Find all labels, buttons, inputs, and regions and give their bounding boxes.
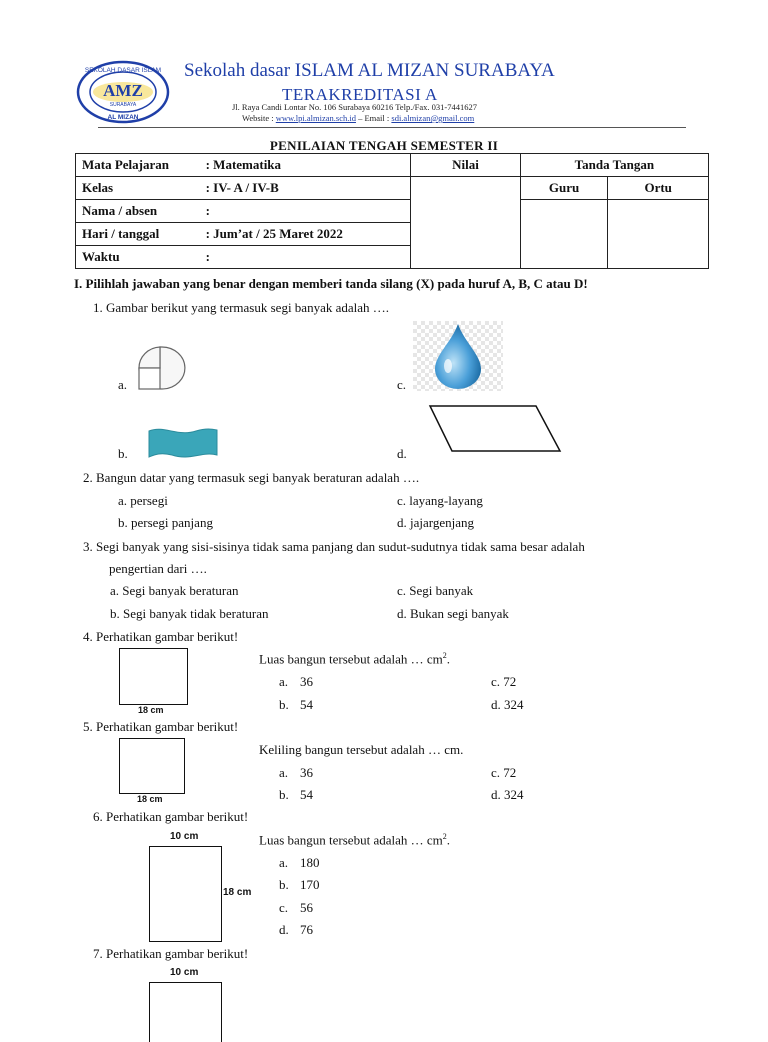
mapel-label: Mata Pelajaran xyxy=(76,154,200,177)
q3-option-b[interactable]: b. Segi banyak tidak beraturan xyxy=(110,606,269,621)
q1-option-a[interactable]: a. xyxy=(118,377,128,392)
q4-option-a[interactable]: 36 xyxy=(300,674,313,689)
q4-text: 4. Perhatikan gambar berikut! xyxy=(83,629,239,644)
q4-square-shape xyxy=(119,648,188,705)
logo-ring-top: SEKOLAH DASAR ISLAM xyxy=(84,67,162,74)
q5-option-a[interactable]: 36 xyxy=(300,765,313,780)
q5-dimension-label: 18 cm xyxy=(137,794,163,804)
q1-shape-a xyxy=(136,345,188,391)
q2-text: 2. Bangun datar yang termasuk segi banyak beraturan adalah …. xyxy=(83,470,420,485)
guru-header: Guru xyxy=(520,177,608,200)
q2-option-b[interactable]: b. persegi panjang xyxy=(118,515,213,530)
q3-option-a[interactable]: a. Segi banyak beraturan xyxy=(110,583,239,598)
q6-question xyxy=(259,832,450,848)
school-name: Sekolah dasar ISLAM AL MIZAN SURABAYA xyxy=(184,60,555,81)
hari-value: : Jum’at / 25 Maret 2022 xyxy=(200,223,411,246)
q6-option-d-letter[interactable]: d. xyxy=(279,922,289,937)
q6-option-b-letter[interactable]: b. xyxy=(279,877,289,892)
ortu-signature-box[interactable] xyxy=(608,200,709,269)
q7-dimension-top: 10 cm xyxy=(170,967,199,978)
waktu-value[interactable]: : xyxy=(200,246,411,269)
guru-signature-box[interactable] xyxy=(520,200,608,269)
q4-question xyxy=(259,651,450,667)
q4-dimension-label: 18 cm xyxy=(138,705,164,715)
parallelogram-shape xyxy=(424,404,564,454)
q1-option-b[interactable]: b. xyxy=(118,446,128,461)
q7-text: 7. Perhatikan gambar berikut! xyxy=(93,946,249,961)
q6-question-sup: 2 xyxy=(442,832,447,841)
q6-option-c-letter[interactable]: c. xyxy=(279,900,289,915)
header-divider xyxy=(98,127,686,128)
hari-label: Hari / tanggal xyxy=(76,223,200,246)
q1-option-d[interactable]: d. xyxy=(397,446,407,461)
q6-rectangle-shape xyxy=(149,846,222,942)
mapel-value: : Matematika xyxy=(200,154,411,177)
q6-option-b[interactable]: 170 xyxy=(300,877,320,892)
q4-option-d[interactable]: d. 324 xyxy=(491,697,524,712)
q6-option-a-letter[interactable]: a. xyxy=(279,855,289,870)
nama-value[interactable]: : xyxy=(200,200,411,223)
q5-text: 5. Perhatikan gambar berikut! xyxy=(83,719,239,734)
tanda-tangan-header: Tanda Tangan xyxy=(520,154,708,177)
logo-text: AMZ xyxy=(103,81,143,100)
q6-option-c[interactable]: 56 xyxy=(300,900,313,915)
logo-city: SURABAYA xyxy=(109,102,137,108)
kelas-value: : IV- A / IV-B xyxy=(200,177,411,200)
nama-label: Nama / absen xyxy=(76,200,200,223)
q5-option-b[interactable]: 54 xyxy=(300,787,313,802)
student-info-table xyxy=(75,153,709,269)
q1-shape-b xyxy=(146,425,220,461)
exam-title: PENILAIAN TENGAH SEMESTER II xyxy=(269,138,499,153)
q4-option-a-letter[interactable]: a. xyxy=(279,674,289,689)
q5-question: Keliling bangun tersebut adalah … cm. xyxy=(259,742,464,757)
q5-option-c[interactable]: c. 72 xyxy=(491,765,517,780)
q6-question-text: Luas bangun tersebut adalah … cm xyxy=(259,832,443,848)
q6-text: 6. Perhatikan gambar berikut! xyxy=(93,809,249,824)
q6-option-d[interactable]: 76 xyxy=(300,922,313,937)
q1-text: 1. Gambar berikut yang termasuk segi banyak adalah …. xyxy=(93,300,390,315)
instruction: I. Pilihlah jawaban yang benar dengan memberi tanda silang (X) pada huruf A, B, C atau D! xyxy=(74,276,588,291)
website-link[interactable]: www.lpi.almizan.sch.id xyxy=(275,113,356,123)
kelas-label: Kelas xyxy=(76,177,200,200)
q6-dimension-top: 10 cm xyxy=(170,831,199,842)
q6-option-a[interactable]: 180 xyxy=(300,855,320,870)
q3-text-line1: 3. Segi banyak yang sisi-sisinya tidak sama panjang dan sudut-sudutnya tidak sama besar adalah xyxy=(83,539,585,554)
q4-question-text: Luas bangun tersebut adalah … cm xyxy=(259,651,443,667)
q4-option-b[interactable]: 54 xyxy=(300,697,313,712)
website-prefix: Website : xyxy=(242,113,276,123)
water-drop-icon xyxy=(413,321,503,391)
q1-option-c[interactable]: c. xyxy=(397,377,407,392)
q4-option-c[interactable]: c. 72 xyxy=(491,674,517,689)
q2-option-c[interactable]: c. layang-layang xyxy=(397,493,483,508)
q2-option-d[interactable]: d. jajargenjang xyxy=(397,515,475,530)
q4-question-sup: 2 xyxy=(442,651,447,660)
waktu-label: Waktu xyxy=(76,246,200,269)
q5-option-d[interactable]: d. 324 xyxy=(491,787,524,802)
q4-question-end: . xyxy=(446,651,450,667)
email-prefix: – Email : xyxy=(355,113,392,123)
contact-line xyxy=(242,113,474,123)
ortu-header: Ortu xyxy=(608,177,709,200)
q5-option-a-letter[interactable]: a. xyxy=(279,765,289,780)
q3-option-d[interactable]: d. Bukan segi banyak xyxy=(397,606,509,621)
q3-option-c[interactable]: c. Segi banyak xyxy=(397,583,474,598)
accreditation: TERAKREDITASI A xyxy=(282,85,438,104)
logo-ring-bottom: AL MIZAN xyxy=(107,114,139,121)
q7-rectangle-shape xyxy=(149,982,222,1042)
q5-square-shape xyxy=(119,738,185,794)
q6-question-end: . xyxy=(446,832,450,848)
q5-option-b-letter[interactable]: b. xyxy=(279,787,289,802)
email-link[interactable]: sdi.almizan@gmail.com xyxy=(391,113,475,123)
school-address: Jl. Raya Candi Lontar No. 106 Surabaya 60216 Telp./Fax. 031-7441627 xyxy=(232,102,478,112)
q3-text-line2: pengertian dari …. xyxy=(109,561,207,576)
q4-option-b-letter[interactable]: b. xyxy=(279,697,289,712)
school-logo xyxy=(76,60,170,124)
nilai-header: Nilai xyxy=(411,154,521,177)
nilai-box[interactable] xyxy=(411,177,521,269)
q6-dimension-side: 18 cm xyxy=(223,887,252,898)
q2-option-a[interactable]: a. persegi xyxy=(118,493,168,508)
